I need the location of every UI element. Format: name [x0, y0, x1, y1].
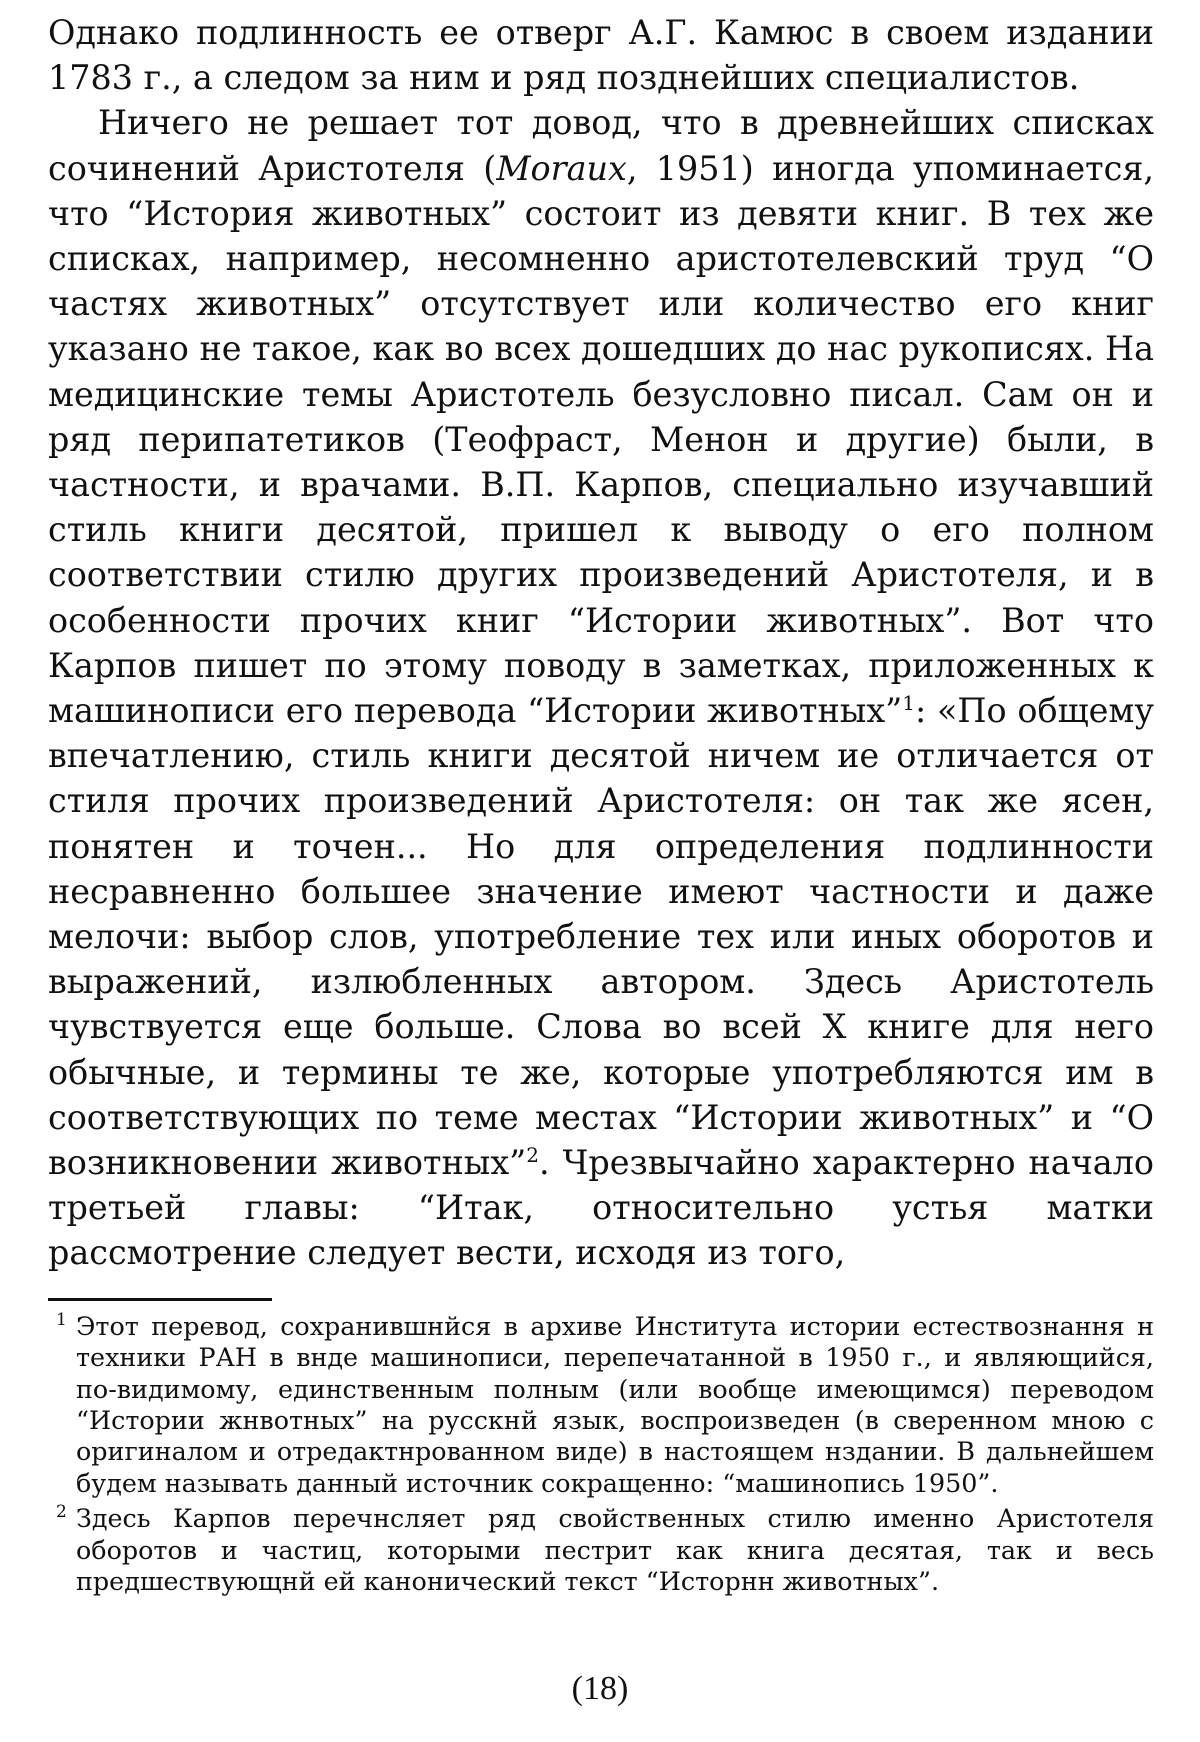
citation-author: Moraux: [496, 148, 627, 188]
footnote-marker-1: 1: [56, 1309, 67, 1330]
page-number: (18): [571, 1670, 629, 1707]
footnote-separator: [48, 1298, 272, 1301]
paragraph-2-quote: : «По общему впечатлению, стиль книги десятой ничем ие отличается от стиля прочих произведений Аристотеля: он так же ясен, понятен и точен... Но для определения подлинности несравненно большее значение имеют частности и даже мелочи: выбор слов, употребление тех или иных оборотов и выражений, излюбленных автором. Здесь Аристотель чувствуется еще больше. Слова во всей X книге для него обычные, и термины те же, которые употребляются им в соответствующих по теме местах “Истории животных” и “О возникновении животных”: [48, 691, 1154, 1183]
paragraph-2-text-start: Ничего не решает тот довод, что в древнейших списках сочинений Аристотеля (: [48, 103, 1154, 188]
footnote-1: [48, 1311, 1154, 1499]
paragraph-1: [48, 10, 1154, 100]
footnote-2-text: Здесь Карпов перечнсляет ряд свойственных стилю именно Аристотеля оборотов и частиц, которыми пестрит как книга десятая, так и весь предшествующнй ей канонический текст “Исторнн животных”.: [76, 1503, 1154, 1596]
paragraph-2: [48, 100, 1154, 1275]
footnote-reference-1[interactable]: 1: [902, 690, 915, 715]
paragraph-1-text: Однако подлинность ее отверг А.Г. Камюс в своем издании 1783 г., а следом за ним и ряд позднейших специалистов.: [48, 13, 1154, 98]
footnote-reference-2[interactable]: 2: [526, 1142, 539, 1167]
footnote-1-text: Этот перевод, сохранившнйся в архиве Института истории естествознання н техники РАН в внде машинописи, перепечатанной в 1950 г., и являющийся, по-видимому, единственным полным (или вообще имеющимся) переводом “Истории жнвотных” на русскнй язык, воспроизведен (в сверенном мною с оригиналом и отредактнрованном виде) в настоящем нздании. В дальнейшем будем называть данный источник сокращенно: “машинопись 1950”.: [76, 1310, 1154, 1498]
footnote-2: [48, 1503, 1154, 1597]
paragraph-2-text-continued: , 1951) иногда упоминается, что “История животных” состоит из девяти книг. В тех же списках, например, несомненно аристотелевский труд “О частях животных” отсутствует или количество его книг указано не такое, как во всех дошедших до нас рукописях. На медицинские темы Аристотель безусловно писал. Сам он и ряд перипатетиков (Теофраст, Менон и другие) были, в частности, и врачами. В.П. Карпов, специально изучавший стиль книги десятой, пришел к выводу о его полном соответствии стилю других произведений Аристотеля, и в особенности прочих книг “Истории животных”. Вот что Карпов пишет по этому поводу в заметках, приложенных к машинописи его перевода “Истории животных”: [48, 148, 1154, 731]
footnote-marker-2: 2: [56, 1502, 67, 1523]
page: [48, 10, 1154, 1601]
footnotes: [48, 1311, 1154, 1598]
paragraph-2-text-end: . Чрезвычайно характерно начало третьей главы: “Итак, относительно устья матки рассмотрение следует вести, исходя из того,: [48, 1143, 1154, 1273]
main-text: [48, 10, 1154, 1276]
